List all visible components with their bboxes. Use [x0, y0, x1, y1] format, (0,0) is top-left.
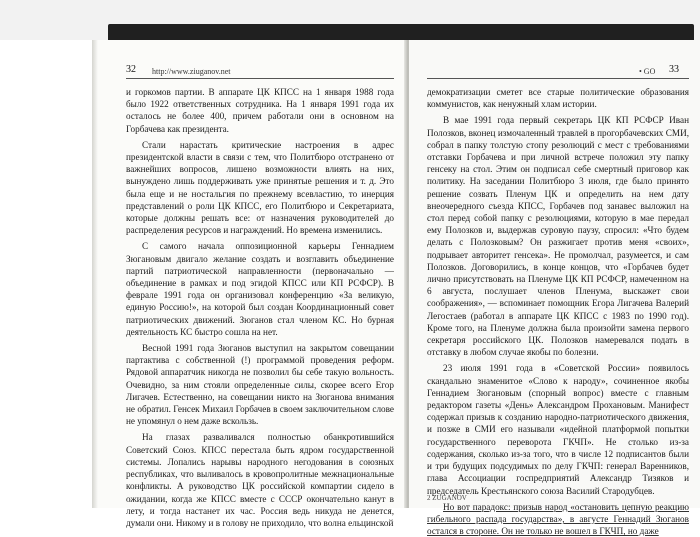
paragraph: Стали нарастать критические настроения в адрес президентской власти в связи с тем, что Политбюро отстранено от важнейших вопросов, лишено возможности влиять на них, вынуждено лишь поддерживать уже принятые решения и т. д. Это была еще и не ностальгия по прежнему всевластию, то инерция представлений о роли ЦК КПСС, его Политбюро и Секретариата, которые должны решать все: от назначения руководителей до распределения ресурсов и награждений. Но времена изменились.: [126, 139, 394, 236]
header-rule-right: [427, 78, 689, 79]
running-head-right: • GO: [639, 67, 656, 76]
header-rule-left: [126, 78, 394, 79]
page-edge-shadow: [92, 40, 98, 508]
paragraph: Весной 1991 года Зюганов выступил на закрытом совещании партактива с собственной (!) программой проведения реформ. Рядовой аппаратчик никогда не позволил бы себе такую вольность. Очевидно, за ним стояли определенные силы, скорее всего Егор Лигачев. Естественно, на совещании никто на Зюганова внимания не обратил. Генсек Михаил Горбачев в своем заключительном слове не упомянул о нем даже вскользь.: [126, 343, 394, 427]
page-footer: 2 ZUGANOV: [427, 494, 467, 502]
page-number-right: 33: [669, 64, 679, 75]
paragraph: и горкомов партии. В аппарате ЦК КПСС на 1 января 1988 года было 1922 ответственных сотрудника. На 1 января 1991 года их осталось не более 400, причем работали они в основном на Горбачева как президента.: [126, 87, 394, 134]
left-page-text: [126, 86, 394, 529]
running-head-left: http://www.ziuganov.net: [152, 67, 231, 76]
left-page: [92, 40, 408, 528]
paragraph: На глазах разваливался полностью обанкротившийся Советский Союз. КПСС перестала быть ядром государственной системы. Лопались нарывы народного негодования в союзных республиках, что выливалось в кровопролитные межнациональные конфликты. А руководство ЦК российской компартии сидело в ожидании, когда же КПСС вместе с СССР окончательно канут в лету, и тогда настанет их час. Россия ведь никуда не денется, думали они. Никому и в голову не приходило, что волна ельцинской: [126, 432, 394, 528]
paragraph: 23 июля 1991 года в «Советской России» появилось скандально знаменитое «Слово к народу», сочиненное якобы Геннадием Зюгановым (спорный вопрос) вместе с главным редактором газеты «День» Александром Прохановым. Манифест содержал призыв к созданию народно-патриотического движения, и позже в СМИ его называли «идейной платформой попытки государственного переворота ГКЧП». Не столько из-за содержания, сколько из-за того, что в числе 12 подписантов были и три будущих подсудимых по делу ГКЧП: генерал Варенников, глава Ассоциации госпредприятий Александр Тизяков и председатель Крестьянского союза Василий Стародубцев.: [427, 363, 689, 496]
paragraph: С самого начала оппозиционной карьеры Геннадием Зюгановым двигало желание создать и возглавить объединение партий патриотической направленности (первоначально — объединение в рамках и под эгидой КПСС или КП РСФСР). В феврале 1991 года он организовал конференцию «За великую, единую Россию!», на которой был создан Координационный совет патриотических движений. Зюганов стал членом КС. Но бурная деятельность КС быстро сошла на нет.: [126, 241, 394, 337]
page-number-left: 32: [126, 64, 136, 75]
paragraph: Но вот парадокс: призыв народ «остановить цепную реакцию гибельного распада государства», в августе Геннадий Зюганов остался в стороне. Он не только не вошел в ГКЧП, но даже: [427, 501, 689, 537]
right-page: [409, 40, 700, 537]
right-page-text: [427, 86, 689, 537]
paragraph: В мае 1991 года первый секретарь ЦК КП РСФСР Иван Полозков, вконец измочаленный травлей в прогорбачевских СМИ, собрал в папку толстую стопу резолюций с мест с требованиями отставки Горбачева и при личной встрече положил эту папку генсеку на стол. Этим он подписал себе смертный приговор как политику. На заседании Политбюро 3 июля, где было принято решение созвать Пленум ЦК и определить на нем дату внеочередного съезда КПСС, Горбачев под занавес выложил на стол перед собой папку с резолюциями, которую в мае передал ему Полозков и, выдержав суровую паузу, спросил: «Что будем делать с Полозковым? Он разжигает против меня «своих», подрывает авторитет генсека». Не промолчал, разумеется, и сам Полозков. Договорились, в конце концов, что «Горбачев будет лично присутствовать на Пленуме ЦК КП РСФСР, намеченном на 6 августа, послушает членов Пленума, выскажет свои соображения», — вспоминает помощник Егора Лигачева Валерий Легостаев (работал в аппарате ЦК КПСС с 1983 по 1990 год). Кроме того, на Пленуме должна была произойти замена первого секретаря российского ЦК. Полозков намеревался подать в отставку в любом случае якобы по болезни.: [427, 115, 689, 358]
paragraph: демократизации сметет все старые политические образования коммунистов, как ненужный хлам истории.: [427, 87, 689, 110]
